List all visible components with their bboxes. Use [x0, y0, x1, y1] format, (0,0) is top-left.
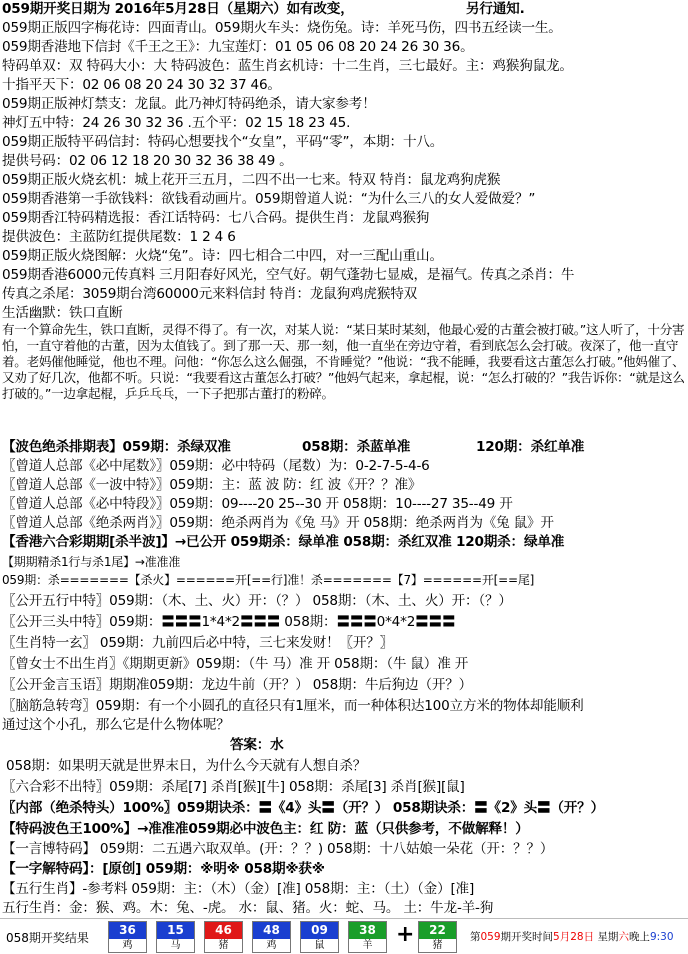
plum-poem-line: 059期正版四字梅花诗：四面青山。059期火车头：烧伤兔。诗：羊死马伤，四书五经读一生。: [2, 20, 562, 36]
ball-zodiac: 羊: [349, 939, 386, 952]
fire-mystery-line: 059期正版火烧玄机：城上花开三五月，二四不出一七来。特双 特肖：鼠龙鸡狗虎猴: [2, 172, 501, 188]
kill-row-tail-line: 059期：杀=======【杀火】======开[==行]准！杀=======【7】======开[==尾]: [2, 573, 535, 587]
plus-sign: +: [396, 922, 415, 947]
one-char-row: 【一字解特码】：[原创] 059期：※明※ 058期※获※: [2, 861, 325, 877]
ball-number: 09: [301, 922, 338, 939]
fax-tail-line: 传真之杀尾：3059期台湾60000元来料信封 特肖：龙鼠狗鸡虎猴特双: [2, 286, 418, 302]
fax-6000-line: 059期香港6000元传真料 三月阳春好风光，空气好。朝气蓬勃七显威，是福气。传真之杀肖：牛: [2, 267, 575, 283]
wave-color-kill-row: 【波色绝杀排期表】059期：杀绿双准 058期：杀蓝单准 120期：杀红单准: [2, 439, 585, 455]
ms-no-zodiac-row: 〖曾女士不出生肖〗《期期更新》059期：（牛 马）准 开 058期：（牛 鼠）准 开: [2, 656, 469, 672]
result-ball: [348, 921, 387, 953]
ball-number: 48: [253, 922, 290, 939]
no-special-row: 〖六合彩不出特〗059期：杀尾[7] 杀肖[猴][牛] 058期：杀尾[3] 杀肖[猴][鼠]: [2, 779, 465, 795]
riddle-continued-row: 通过这个小孔，那么它是什么物体呢？: [2, 717, 230, 733]
ball-number: 46: [205, 922, 242, 939]
ten-fingers-line: 十指平天下：02 06 08 20 24 30 32 37 46。: [2, 77, 281, 93]
wave-king-row: 【特码波色王100%】→准准准059期必中波色主：红 防：蓝（只供参考，不做解释！）: [2, 821, 529, 837]
ball-zodiac: 鸡: [253, 939, 290, 952]
kill-two-zodiac-row: 〖曾道人总部《绝杀两肖》〗059期：绝杀两肖为《兔 马》开 058期：绝杀两肖为《兔 鼠》开: [2, 515, 554, 531]
fire-diagram-line: 059期正版火烧图解：火烧“兔”。诗：四七相合二中四，对一三配山重山。: [2, 248, 443, 264]
ball-number: 15: [157, 922, 194, 939]
three-heads-row: 〖公开三头中特〗059期：〓〓〓1*4*2〓〓〓 058期：〓〓〓0*4*2〓〓〓: [2, 614, 456, 630]
humor-story: 有一个算命先生，铁口直断，灵得不得了。有一次，对某人说：“某日某时某刻，他最心爱的古董会被打破。”这人听了，十分害怕，一直守着他的古董，因为太值钱了。到了那一天、那一刻，他一直坐在旁边守着，看到底怎么会打破。夜深了，他一直守着。老妈催他睡觉，他也不理。问他：“你怎么这么倔强，不肯睡觉？”他说：“我不能睡，我要看这古董怎么打破。”他妈催了、又劝了好几次，他都不听。只说：“我要看这古董怎么打破？”他妈气起来，拿起棍，说：“怎么打破的？”我告诉你：“就是这么打破的。”一边拿起棍，乒乒乓乓，一下子把那古董打的粉碎。: [2, 322, 685, 401]
special-attributes-line: 特码单双：双 特码大小：大 特码波色：蓝生肖玄机诗：十二生肖，三七最好。主：鸡猴狗鼠龙。: [2, 58, 573, 74]
question-058: 058期：如果明天就是世界末日，为什么今天就有人想自杀？: [6, 758, 367, 774]
golden-words-row: 〖公开金言玉语〗期期准059期：龙边牛前（开？） 058期：牛后狗边（开？）: [2, 677, 473, 693]
ball-number: 36: [109, 922, 146, 939]
result-bar: [0, 918, 688, 954]
must-tail-row: 〖曾道人总部《必中尾数》〗059期：必中特码（尾数）为：0-2-7-5-4-6: [2, 458, 430, 474]
provided-numbers-line: 提供号码：02 06 12 18 20 30 32 36 38 49 。: [2, 153, 293, 169]
ball-zodiac: 猪: [205, 939, 242, 952]
ball-zodiac: 鸡: [109, 939, 146, 952]
first-hand-line: 059期香港第一手欲钱料：欲钱看动画片。059期曾道人说：“为什么三八的女人爱做爱？”: [2, 191, 536, 207]
five-element-detail-row: 五行生肖：金：猴、鸡。木：兔、-虎。 水：鼠、猪。火：蛇、马。 土：牛龙-羊-狗: [2, 900, 494, 916]
five-element-zodiac-row: 【五行生肖】-参考料 059期：主：（木）（金）[准] 058期：主：（土）（金）[准]: [2, 881, 475, 897]
result-ball: [108, 921, 147, 953]
ball-number: 22: [419, 922, 456, 939]
ball-number: 38: [349, 922, 386, 939]
kill-head-row: 〖内部（绝杀特头）100%〗059期诀杀：〓《4》头〓（开？） 058期诀杀：〓《2》头〓（开？）: [2, 800, 604, 816]
underground-envelope-line: 059期香港地下信封《千王之王》：九宝莲灯：01 05 06 08 20 24 26 30 36。: [2, 39, 474, 55]
result-ball: [204, 921, 243, 953]
result-ball: [300, 921, 339, 953]
result-label: 058期开奖结果: [6, 931, 89, 945]
draw-date-line: 059期开奖日期为 2016年5月28日（星期六）如有改变， 另行通知.: [2, 1, 525, 17]
one-word-bet-row: 【一言博特码】 059期：二五遇六取双单。(开：？？) 058期：十八姑娘一朵花（开：？？）: [2, 841, 554, 857]
special-ball: [418, 921, 457, 953]
lamp-five-line: 神灯五中特：24 26 30 32 36 .五个平：02 15 18 23 45.: [2, 115, 351, 131]
notice-right: 另行通知.: [466, 1, 525, 17]
result-ball: [156, 921, 195, 953]
ball-zodiac: 马: [157, 939, 194, 952]
special-envelope-line: 059期正版特平码信封：特码心想要找个“女皇”，平码“零”，本期：十八。: [2, 134, 444, 150]
must-segment-row: 〖曾道人总部《必中特段》〗059期：09----20 25--30 开 058期：10----27 35--49 开: [2, 496, 513, 512]
five-elements-row: 〖公开五行中特〗059期：（木、土、火）开：（？） 058期：（木、土、火）开：（？）: [2, 593, 512, 609]
ball-zodiac: 猪: [419, 939, 456, 952]
kill-row-tail-title: 【期期精杀1行与杀1尾】→准准准: [2, 555, 181, 569]
lamp-ban-line: 059期正版神灯禁支：龙鼠。此乃神灯特码绝杀，请大家参考！: [2, 96, 376, 112]
xiangjiang-line: 059期香江特码精选报：香江话特码：七八合码。提供生肖：龙鼠鸡猴狗: [2, 210, 430, 226]
result-ball: [252, 921, 291, 953]
humor-title-line: 生活幽默：铁口直断: [2, 305, 123, 321]
one-wave-row: 〖曾道人总部《一波中特》〗059期：主：蓝 波 防：红 波《开？？准》: [2, 477, 422, 493]
provided-colors-line: 提供波色：主蓝防红提供尾数：1 2 4 6: [2, 229, 236, 245]
half-wave-row: 【香港六合彩期期[杀半波]】→已公开 059期杀：绿单准 058期：杀红双准 120期杀：绿单准: [2, 534, 565, 550]
riddle-answer: 答案：水: [230, 737, 284, 753]
zodiac-mystery-row: 〖生肖特一玄〗 059期：九前四后必中特，三七来发财！〖开？〗: [2, 635, 394, 651]
riddle-row: 〖脑筋急转弯〗059期：有一个小圆孔的直径只有1厘米，而一种体积达100立方米的物体却能顺利: [2, 698, 584, 714]
ball-zodiac: 鼠: [301, 939, 338, 952]
next-draw-info: 第059期开奖时间5月28日 星期六晚上9:30: [470, 931, 674, 943]
